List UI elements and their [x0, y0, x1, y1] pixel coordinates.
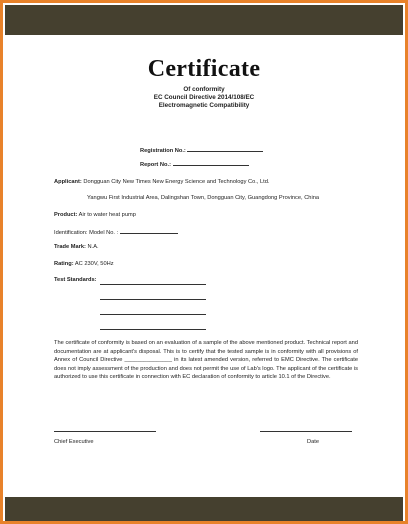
- trademark-label: Trade Mark:: [54, 244, 86, 250]
- trademark-value: N.A.: [87, 244, 99, 250]
- product-label: Product:: [54, 212, 78, 218]
- standards-line-3: [100, 314, 206, 315]
- product-value: Air to water heat pump: [78, 212, 136, 218]
- standards-line-1: [100, 284, 206, 285]
- signature-line-left: [54, 431, 156, 432]
- rating-value: AC 230V, 50Hz: [74, 261, 114, 267]
- registration-field: [140, 146, 263, 154]
- standards-label: Test Standards:: [54, 277, 97, 283]
- applicant-field: [54, 179, 270, 185]
- subtitle-line-1: Of conformity: [183, 86, 225, 93]
- registration-label: Registration No.:: [140, 148, 186, 154]
- conformity-statement: The certificate of conformity is based on an evaluation of a sample of the above mentioned product. Technical report and documentation are at applicant's disposal. This is to certify that the tested sample is in conformity with all provisions of Annex of Council Directive _______________ in its latest amended version, referred to EMC Directive. The certificate does not imply assessment of the production and does not permit the use of Lab's logo. The applicant of the certificate is authorized to use this certificate in connection with EC declaration of conformity to article 10.1 of the Directive.: [54, 340, 358, 381]
- applicant-address: Yangwu First Industrial Area, Dalingshan Town, Dongguan City, Guangdong Province, China: [87, 195, 320, 201]
- report-field: [140, 160, 249, 168]
- applicant-value: Dongguan City New Times New Energy Science and Technology Co., Ltd.: [83, 179, 270, 185]
- identification-field: [54, 228, 178, 236]
- chief-executive-label: Chief Executive: [54, 439, 94, 445]
- applicant-label: Applicant:: [54, 179, 82, 185]
- rating-field: [54, 261, 114, 267]
- rating-label: Rating:: [54, 261, 74, 267]
- standards-line-2: [100, 299, 206, 300]
- signature-line-right: [260, 431, 352, 432]
- report-blank: [173, 160, 249, 166]
- registration-blank: [187, 146, 263, 152]
- standards-line-4: [100, 329, 206, 330]
- report-label: Report No.:: [140, 162, 171, 168]
- date-label: Date: [307, 439, 320, 445]
- subtitle-line-2: EC Council Directive 2014/108/EC: [153, 94, 255, 101]
- subtitle-line-3: Electromagnetic Compatibility: [158, 102, 250, 109]
- trademark-field: [54, 244, 99, 250]
- certificate-title: Certificate: [147, 56, 261, 82]
- standards-field: [54, 277, 97, 283]
- model-number-blank: [120, 228, 178, 234]
- product-field: [54, 212, 136, 218]
- identification-label: Identification: Model No. :: [54, 230, 119, 236]
